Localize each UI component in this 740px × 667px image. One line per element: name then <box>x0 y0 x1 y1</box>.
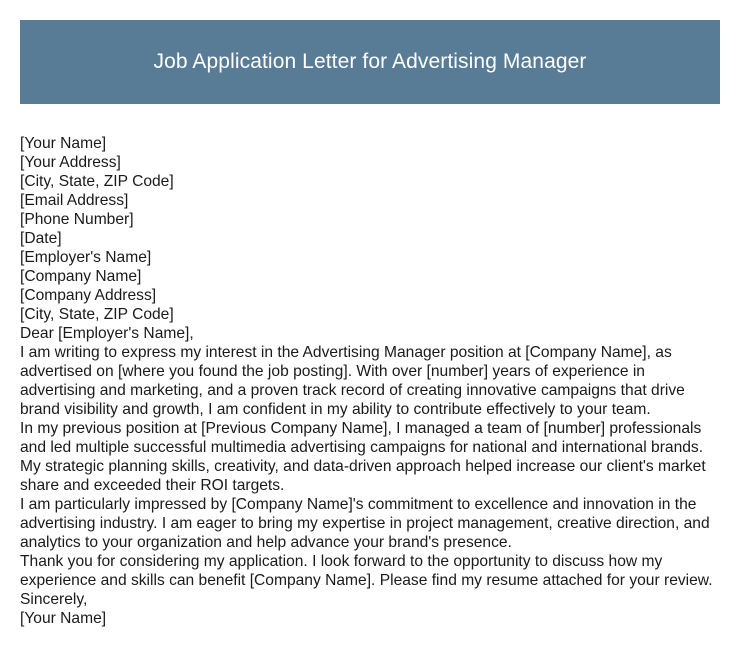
sender-name: [Your Name] <box>20 135 107 152</box>
recipient-company: [Company Name] <box>20 268 142 285</box>
letter-date: [Date] <box>20 230 62 247</box>
sender-email: [Email Address] <box>20 192 129 209</box>
recipient-name: [Employer's Name] <box>20 249 152 266</box>
paragraph-intro: I am writing to express my interest in the Advertising Manager position at [Company Name], as advertised on [where you found the job posting]. With over [number] years of experience in advertising and marketing, and a proven track record of creating innovative campaigns that drive brand visibility and growth, I am confident in my ability to contribute effectively to your team. <box>20 344 685 418</box>
sender-phone: [Phone Number] <box>20 211 134 228</box>
closing: Sincerely, <box>20 591 88 608</box>
page-title: Job Application Letter for Advertising Manager <box>153 50 587 73</box>
sender-city-state-zip: [City, State, ZIP Code] <box>20 173 174 190</box>
letter-body <box>20 134 720 628</box>
title-banner <box>20 20 720 104</box>
recipient-company-address: [Company Address] <box>20 287 157 304</box>
sender-address: [Your Address] <box>20 154 121 171</box>
recipient-city-state-zip: [City, State, ZIP Code] <box>20 306 174 323</box>
paragraph-company-interest: I am particularly impressed by [Company Name]'s commitment to excellence and innovation in the advertising industry. I am eager to bring my expertise in project management, creative direction, and analytics to your organization and help advance your brand's presence. <box>20 496 710 551</box>
salutation: Dear [Employer's Name], <box>20 325 194 342</box>
paragraph-experience: In my previous position at [Previous Company Name], I managed a team of [number] professionals and led multiple successful multimedia advertising campaigns for national and international brands. My strategic planning skills, creativity, and data-driven approach helped increase our client's market share and exceeded their ROI targets. <box>20 420 706 494</box>
paragraph-closing: Thank you for considering my application. I look forward to the opportunity to discuss how my experience and skills can benefit [Company Name]. Please find my resume attached for your review. <box>20 553 713 589</box>
signature: [Your Name] <box>20 610 107 627</box>
